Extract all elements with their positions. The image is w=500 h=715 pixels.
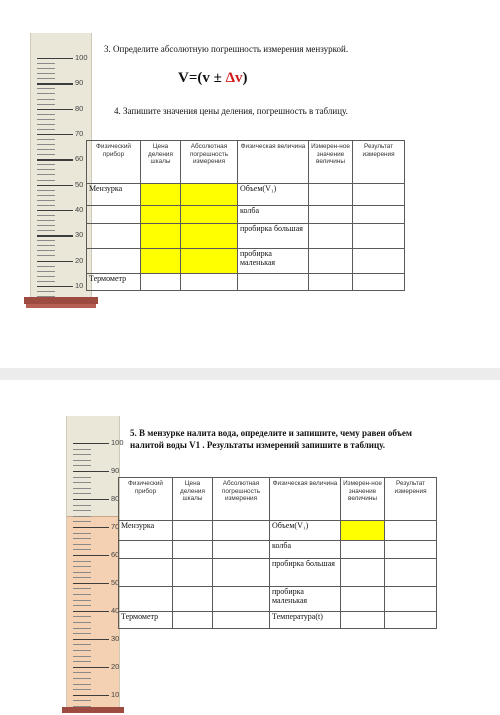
table-cell[interactable] [173,559,213,587]
minor-tick [73,510,91,511]
minor-tick [73,588,91,589]
table-cell[interactable] [213,612,270,629]
cylinder-scale [73,438,124,706]
minor-tick [37,291,55,292]
table-cell: пробирка большая [270,559,341,587]
table-cell: пробирка маленькая [270,587,341,612]
table-cell[interactable] [353,249,405,274]
minor-tick [73,650,91,651]
minor-tick [73,622,91,623]
cylinder-base [62,707,124,713]
major-tick [37,235,73,236]
scale-label: 60 [111,549,120,559]
table-cell[interactable] [341,521,385,541]
minor-tick [37,154,55,155]
major-tick [37,286,73,287]
minor-tick [73,633,91,634]
major-tick [73,695,109,696]
table-cell[interactable] [341,559,385,587]
table-cell[interactable] [341,612,385,629]
minor-tick [73,605,91,606]
table-cell[interactable] [309,206,353,224]
scale-label: 90 [111,465,120,475]
cylinder-base-bottom [26,304,96,308]
minor-tick [73,577,91,578]
minor-tick [37,225,55,226]
col-header: Абсолютная погрешность измерения [213,478,270,521]
minor-tick [73,700,91,701]
table-cell [119,541,173,559]
table-cell: Термометр [119,612,173,629]
formula-left: V=(v ± [178,70,226,86]
minor-tick [37,169,55,170]
table-row [87,249,405,274]
table-cell[interactable] [141,224,181,249]
formula-right: ) [242,70,248,86]
minor-tick [37,195,55,196]
major-tick [73,583,109,584]
scale-label: 10 [111,689,120,699]
minor-tick [73,572,91,573]
major-tick [37,185,73,186]
minor-tick [37,119,55,120]
table-header-row [119,478,437,521]
table-cell[interactable] [181,206,238,224]
major-tick [73,639,109,640]
table-cell: Объем(V₁) [270,521,341,541]
table-row [119,587,437,612]
table-cell[interactable] [385,587,437,612]
scale-label: 30 [75,230,84,240]
minor-tick [37,220,55,221]
scale-label: 30 [111,633,120,643]
major-tick [37,83,73,84]
scale-label: 10 [75,280,84,290]
table-cell[interactable] [309,249,353,274]
task-4-text: 4. Запишите значения цены деления, погрешность в таблицу. [114,106,348,116]
col-header: Цена деления шкалы [173,478,213,521]
table-cell[interactable] [385,541,437,559]
minor-tick [37,68,55,69]
minor-tick [73,449,91,450]
minor-tick [37,266,55,267]
minor-tick [73,678,91,679]
error-formula [178,70,248,87]
minor-tick [37,281,55,282]
scale-label: 20 [75,255,84,265]
table-cell[interactable] [385,559,437,587]
major-tick [37,159,73,160]
minor-tick [73,477,91,478]
table-cell[interactable] [181,249,238,274]
table-cell[interactable] [181,224,238,249]
table-cell[interactable] [213,559,270,587]
scale-label: 90 [75,78,84,88]
scale-label: 80 [75,103,84,113]
scale-label: 70 [75,128,84,138]
table-cell[interactable] [141,274,181,291]
table-cell [119,587,173,612]
scale-label: 70 [111,521,120,531]
major-tick [73,611,109,612]
cylinder-base [24,297,98,304]
minor-tick [37,200,55,201]
table-cell: Мензурка [119,521,173,541]
major-tick [73,443,109,444]
minor-tick [73,521,91,522]
table-cell[interactable] [353,274,405,291]
table-cell[interactable] [173,541,213,559]
table-cell[interactable] [141,249,181,274]
major-tick [37,134,73,135]
minor-tick [37,63,55,64]
minor-tick [37,245,55,246]
table-cell[interactable] [173,587,213,612]
minor-tick [73,538,91,539]
minor-tick [73,594,91,595]
col-header: Физическая величина [238,141,309,184]
minor-tick [37,114,55,115]
minor-tick [37,104,55,105]
minor-tick [73,505,91,506]
table-cell: Мензурка [87,184,141,206]
table-row [87,206,405,224]
major-tick [73,499,109,500]
table-cell[interactable] [213,541,270,559]
major-tick [37,210,73,211]
major-tick [37,58,73,59]
minor-tick [37,255,55,256]
col-header: Физический прибор [87,141,141,184]
table-cell [87,249,141,274]
scale-label: 60 [75,154,84,164]
task-3-text: 3. Определите абсолютную погрешность измерения мензуркой. [104,44,349,54]
task-5-text: 5. В мензурке налита вода, определите и запишите, чему равен объем налитой воды V1 . Результаты измерений запишите в таблицу. [130,428,412,450]
minor-tick [73,672,91,673]
table-cell[interactable] [173,521,213,541]
minor-tick [37,215,55,216]
formula-delta: Δv [225,70,243,86]
minor-tick [37,174,55,175]
minor-tick [73,488,91,489]
minor-tick [73,465,91,466]
minor-tick [37,124,55,125]
table-cell: пробирка маленькая [238,249,309,274]
table-cell: колба [270,541,341,559]
col-header: Измерен-ное значение величины [309,141,353,184]
table-cell[interactable] [213,587,270,612]
table-cell[interactable] [341,587,385,612]
minor-tick [73,516,91,517]
worksheet-page-2 [0,380,500,715]
minor-tick [73,616,91,617]
minor-tick [37,149,55,150]
col-header: Цена деления шкалы [141,141,181,184]
major-tick [37,261,73,262]
table-cell: Объем(V₁) [238,184,309,206]
minor-tick [37,190,55,191]
col-header: Абсолютная погрешность измерения [181,141,238,184]
table-row [87,274,405,291]
measuring-cylinder [30,33,92,297]
minor-tick [37,78,55,79]
table-cell [87,206,141,224]
measuring-cylinder-with-water [66,416,124,707]
table-cell [119,559,173,587]
minor-tick [73,482,91,483]
minor-tick [73,493,91,494]
table-cell[interactable] [238,274,309,291]
scale-label: 40 [75,204,84,214]
minor-tick [37,230,55,231]
table-cell[interactable] [385,612,437,629]
page-separator [0,368,500,380]
scale-label: 100 [111,438,124,447]
table-row [87,224,405,249]
table-cell[interactable] [173,612,213,629]
minor-tick [73,533,91,534]
table-header-row [87,141,405,184]
minor-tick [37,129,55,130]
scale-label: 100 [75,53,88,62]
col-header: Результат измерения [353,141,405,184]
minor-tick [73,628,91,629]
minor-tick [37,88,55,89]
table-cell[interactable] [341,541,385,559]
cylinder-scale [37,53,88,296]
minor-tick [37,205,55,206]
table-cell: колба [238,206,309,224]
scale-label: 40 [111,605,120,615]
minor-tick [37,164,55,165]
minor-tick [73,460,91,461]
minor-tick [37,250,55,251]
table-row [119,612,437,629]
minor-tick [73,454,91,455]
minor-tick [37,240,55,241]
col-header: Результат измерения [385,478,437,521]
table-cell[interactable] [353,224,405,249]
scale-label: 20 [111,661,120,671]
minor-tick [37,276,55,277]
minor-tick [73,600,91,601]
minor-tick [37,73,55,74]
table-cell[interactable] [385,521,437,541]
minor-tick [73,566,91,567]
table-cell[interactable] [309,184,353,206]
minor-tick [73,561,91,562]
col-header: Физическая величина [270,478,341,521]
table-row [119,559,437,587]
table-cell[interactable] [141,206,181,224]
scale-label: 50 [111,577,120,587]
minor-tick [73,549,91,550]
table-cell[interactable] [309,224,353,249]
measurement-table [86,140,405,291]
scale-label: 80 [111,493,120,503]
minor-tick [73,661,91,662]
major-tick [37,109,73,110]
minor-tick [73,689,91,690]
minor-tick [73,656,91,657]
minor-tick [37,139,55,140]
minor-tick [37,93,55,94]
table-cell[interactable] [181,274,238,291]
scale-label: 50 [75,179,84,189]
major-tick [73,667,109,668]
table-cell[interactable] [309,274,353,291]
table-cell[interactable] [181,184,238,206]
table-cell[interactable] [353,184,405,206]
table-row [119,521,437,541]
table-row [87,184,405,206]
minor-tick [37,271,55,272]
major-tick [73,555,109,556]
table-cell[interactable] [213,521,270,541]
minor-tick [37,144,55,145]
table-cell[interactable] [353,206,405,224]
major-tick [73,527,109,528]
minor-tick [37,99,55,100]
col-header: Физический прибор [119,478,173,521]
table-cell: пробирка большая [238,224,309,249]
table-cell: Температура(t) [270,612,341,629]
major-tick [73,471,109,472]
table-cell [87,224,141,249]
table-cell: Термометр [87,274,141,291]
minor-tick [73,644,91,645]
col-header: Измерен-ное значение величины [341,478,385,521]
minor-tick [37,180,55,181]
minor-tick [73,684,91,685]
minor-tick [73,544,91,545]
table-cell[interactable] [141,184,181,206]
measurement-table-2 [118,477,437,629]
table-row [119,541,437,559]
